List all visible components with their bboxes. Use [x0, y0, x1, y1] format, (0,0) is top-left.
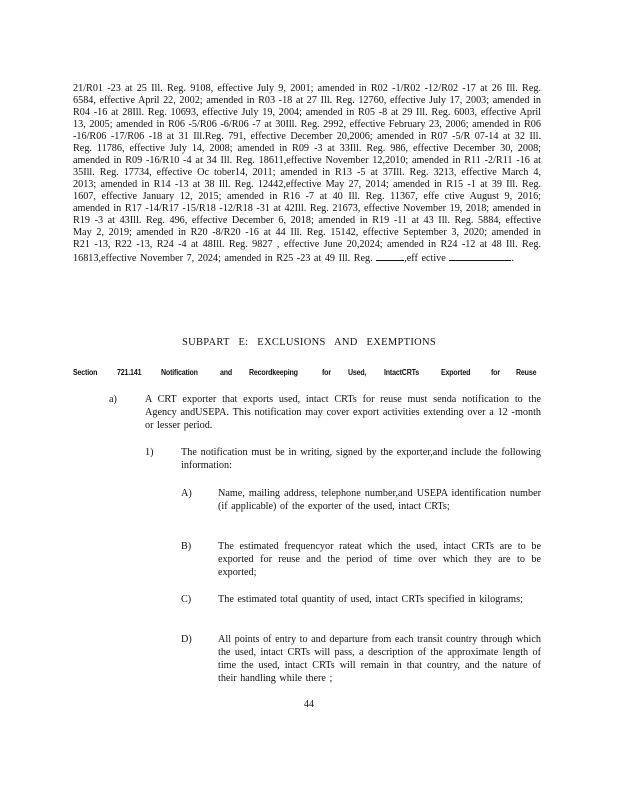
subpart-heading: SUBPART E: EXCLUSIONS AND EXEMPTIONS [181, 337, 437, 348]
section-heading-word: for [322, 367, 332, 377]
history-text: 21/R01 -23 at 25 Ill. Reg. 9108, effective July 9, 2001; amended in R02 -1/R02 -12/R02 -17 at 26 Ill. Reg. 6584, effective April 22, 2002; amended in R03 -18 at 27 Ill. Reg. 12760, effective July 17, 2003; amended in R04 -16 at 28Ill. Reg. 10693, effective July 19, 2004; amended in R05 -8 at 29 Ill. Reg. 6003, effective April 13, 2005; amended in R06 -5/R06 -6/R06 -7 at 30Ill. Reg. 2992, effective February 23, 2006; amended in R06 -16/R06 -17/R06 -18 at 31 Ill.Reg. 791, effective December 20,2006; amended in R07 -5/R 07-14 at 32 Ill. Reg. 11786, effective July 14, 2008; amended in R09 -3 at 33Ill. Reg. 986, effective December 30, 2008; amended in R09 -16/R10 -4 at 34 Ill. Reg. 18611,effective November 12,2010; amended in R11 -2/R11 -16 at 35Ill. Reg. 17734, effective Oc tober14, 2011; amended in R13 -5 at 37Ill. Reg. 3213, effective March 4, 2013; amended in R14 -13 at 38 Ill. Reg. 12442,effective May 27, 2014; amended in R15 -1 at 39 Ill. Reg. 1607, effective January 12, 2015; amended in R16 -7 at 40 Ill. Reg. 11367, effe ctive August 9, 2016; amended in R17 -14/R17 -15/R18 -12/R18 -31 at 42Ill. Reg. 21673, effective November 19, 2018; amended in R19 -3 at 43Ill. Reg. 496, effective December 6, 2018; amended in R19 -11 at 43 Ill. Reg. 5884, effective May 2, 2019; amended in R20 -8/R20 -16 at 44 Ill. Reg. 15142, effective September 3, 2020; amended in R21 -13, R22 -13, R24 -4 at 48Ill. Reg. 9827 , effective June 20,2024; amended in R24 -12 at 48 Ill. Reg. 16813,effective November 7, 2024; amended in R25 -23 at 49 Ill. Reg. [73, 83, 541, 264]
item-A-label: A) [181, 488, 192, 499]
section-heading-word: IntactCRTs [384, 367, 420, 377]
item-D-label: D) [181, 634, 192, 645]
section-heading-word: Reuse [516, 367, 537, 377]
blank-line-effective-date [449, 251, 511, 261]
history-tail: ,eff ective [404, 253, 446, 264]
item-C-label: C) [181, 594, 192, 605]
section-heading-word: for [490, 367, 500, 377]
section-heading-word: Section [73, 367, 98, 377]
section-heading [73, 367, 541, 377]
item-C-text: The estimated total quantity of used, intact CRTs specified in kilograms; [218, 594, 523, 605]
paragraph-1-label: 1) [145, 447, 154, 458]
page-number: 44 [303, 699, 315, 710]
blank-line-register-page [376, 251, 404, 261]
subsection-a-text: A CRT exporter that exports used, intact CRTs for reuse must senda notification to the Agency andUSEPA. This notification may cover export activities extending over a 12 -month or lesser period. [145, 394, 541, 431]
history-end: . [511, 253, 514, 264]
item-D-text: All points of entry to and departure from each transit country through which the used, intact CRTs will pass, a description of the approximate length of time the used, intact CRTs will remain in that country, and the nature of their handling while there ; [218, 634, 541, 684]
source-history-note [73, 83, 541, 265]
subsection-a-label: a) [109, 394, 117, 405]
paragraph-1-text: The notification must be in writing, signed by the exporter,and include the following information: [181, 447, 541, 471]
section-heading-word: and [219, 367, 232, 377]
item-B-label: B) [181, 541, 192, 552]
item-A-text: Name, mailing address, telephone number,and USEPA identification number (if applicable) of the exporter of the used, intact CRTs; [218, 488, 541, 512]
section-heading-word: Used, [347, 367, 366, 377]
section-heading-word: Recordkeeping [248, 367, 298, 377]
section-heading-word: Exported [441, 367, 471, 377]
item-B-text: The estimated frequencyor rateat which the used, intact CRTs are to be exported for reuse and the period of time over which they are to be exported; [218, 541, 541, 578]
section-heading-word: Notification [160, 367, 198, 377]
section-heading-word: 721.141 [116, 367, 142, 377]
